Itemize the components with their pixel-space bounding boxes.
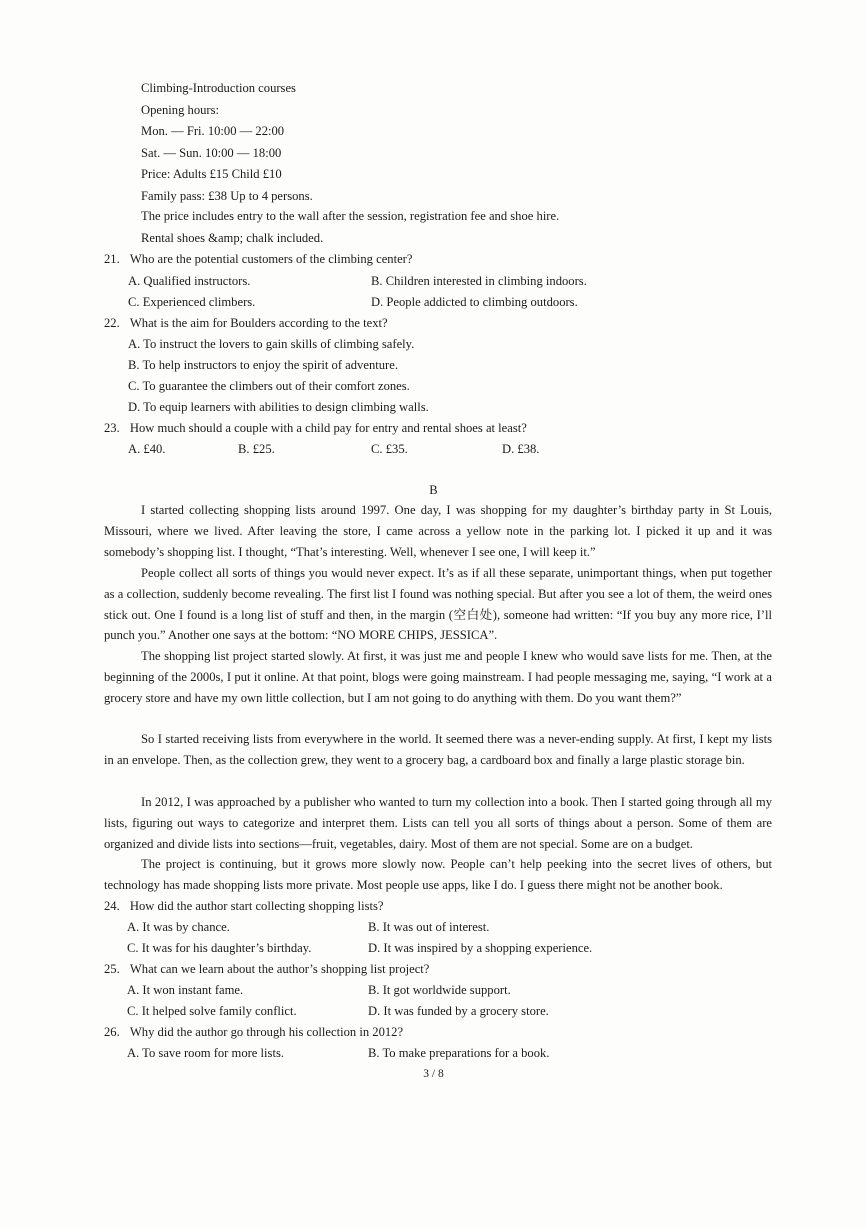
option-letter: C.: [128, 379, 140, 393]
option-letter: A.: [128, 442, 141, 456]
ad-line: Family pass: £38 Up to 4 persons.: [141, 189, 313, 203]
option-letter: D.: [368, 941, 381, 955]
option-text: To equip learners with abilities to design climbing walls.: [143, 400, 429, 414]
option-d: [368, 940, 592, 956]
option-letter: A.: [127, 920, 140, 934]
option-text: It was inspired by a shopping experience.: [383, 941, 593, 955]
option-a: [127, 1045, 284, 1061]
option-d: [128, 399, 429, 415]
passage-paragraph: The project is continuing, but it grows more slowly now. People can’t help peeking into the secret lives of others, but technology has made shopping lists more private. Most people use apps, like I do. I guess there might not be another book.: [104, 857, 772, 892]
option-text: To make preparations for a book.: [382, 1046, 550, 1060]
option-letter: D.: [368, 1004, 381, 1018]
option-text: Qualified instructors.: [143, 274, 251, 288]
question-text: Who are the potential customers of the climbing center?: [129, 252, 413, 266]
option-letter: B.: [368, 920, 380, 934]
option-text: £40.: [143, 442, 166, 456]
option-d: [371, 294, 578, 310]
option-text: To help instructors to enjoy the spirit of adventure.: [142, 358, 398, 372]
passage-paragraph: In 2012, I was approached by a publisher who wanted to turn my collection into a book. Then I started going through all my lists, figuring out ways to categorize and interpret them. Lists can tell you all sorts of things about a person. Some of them are organized and divide lists into sections—fruit, vegetables, dairy. Most of them are not special. Some are on a budget.: [104, 795, 772, 851]
option-letter: B.: [128, 358, 140, 372]
option-text: £38.: [517, 442, 540, 456]
question-stem: [104, 961, 429, 977]
option-text: It was out of interest.: [382, 920, 490, 934]
option-letter: D.: [502, 442, 515, 456]
option-a: [128, 441, 165, 457]
question-number: 24.: [104, 899, 120, 913]
ad-line: Climbing-Introduction courses: [141, 81, 296, 95]
ad-line: Rental shoes &amp; chalk included.: [141, 231, 324, 245]
option-b: [368, 1045, 549, 1061]
option-letter: A.: [128, 274, 141, 288]
question-stem: [104, 1024, 403, 1040]
question-number: 26.: [104, 1025, 120, 1039]
passage-paragraph: So I started receiving lists from everywhere in the world. It seemed there was a never-ending supply. At first, I kept my lists in an envelope. Then, as the collection grew, they went to a grocery bag, a cardboard box and finally a large plastic storage bin.: [104, 732, 772, 767]
option-c: [128, 294, 255, 310]
ad-line: Sat. — Sun. 10:00 — 18:00: [141, 146, 282, 160]
option-text: Children interested in climbing indoors.: [385, 274, 587, 288]
question-stem: [104, 315, 388, 331]
option-d: [502, 441, 539, 457]
passage-paragraph: People collect all sorts of things you would never expect. It’s as if all these separate, unimportant things, when put together as a collection, suddenly become revealing. The first list I found was nothing special. But after you see a lot of them, the weird ones stick out. One I found is a long list of stuff and then, in the margin (空白处), someone had written: “If you buy any more rice, I’ll punch you.” Another one says at the bottom: “NO MORE CHIPS, JESSICA”.: [104, 566, 772, 643]
page-number: 3 / 8: [423, 1068, 444, 1080]
option-b: [128, 357, 398, 373]
option-a: [127, 919, 230, 935]
question-text: Why did the author go through his collection in 2012?: [129, 1025, 404, 1039]
ad-line: Mon. — Fri. 10:00 — 22:00: [141, 124, 285, 138]
option-letter: A.: [128, 337, 141, 351]
option-letter: B.: [371, 274, 383, 288]
option-text: It helped solve family conflict.: [141, 1004, 297, 1018]
option-b: [368, 919, 489, 935]
option-letter: C.: [128, 295, 140, 309]
question-number: 21.: [104, 252, 120, 266]
option-text: It was funded by a grocery store.: [383, 1004, 549, 1018]
option-letter: D.: [128, 400, 141, 414]
option-b: [371, 273, 587, 289]
question-text: What can we learn about the author’s shopping list project?: [129, 962, 430, 976]
option-letter: C.: [127, 1004, 139, 1018]
option-text: £25.: [252, 442, 275, 456]
option-text: Experienced climbers.: [142, 295, 256, 309]
option-text: People addicted to climbing outdoors.: [386, 295, 578, 309]
question-stem: [104, 420, 527, 436]
option-text: £35.: [385, 442, 408, 456]
option-a: [127, 982, 243, 998]
option-letter: B.: [368, 983, 380, 997]
option-letter: B.: [238, 442, 250, 456]
ad-line: Price: Adults £15 Child £10: [141, 167, 282, 181]
option-text: To save room for more lists.: [142, 1046, 284, 1060]
option-letter: B.: [368, 1046, 380, 1060]
question-number: 25.: [104, 962, 120, 976]
ad-line: The price includes entry to the wall after the session, registration fee and shoe hire.: [141, 209, 560, 223]
question-text: How did the author start collecting shopping lists?: [129, 899, 384, 913]
option-c: [127, 940, 311, 956]
option-text: It won instant fame.: [142, 983, 244, 997]
option-b: [368, 982, 511, 998]
option-letter: A.: [127, 983, 140, 997]
option-letter: C.: [371, 442, 383, 456]
option-text: To instruct the lovers to gain skills of climbing safely.: [143, 337, 415, 351]
question-text: How much should a couple with a child pay for entry and rental shoes at least?: [129, 421, 527, 435]
option-text: To guarantee the climbers out of their comfort zones.: [142, 379, 410, 393]
question-number: 22.: [104, 316, 120, 330]
passage-paragraph: I started collecting shopping lists around 1997. One day, I was shopping for my daughter’s birthday party in St Louis, Missouri, where we lived. After leaving the store, I came across a yellow note in the parking lot. I picked it up and it was somebody’s shopping list. I thought, “That’s interesting. Well, whenever I see one, I will keep it.”: [104, 503, 772, 559]
passage-paragraph: The shopping list project started slowly. At first, it was just me and people I knew who would save lists for me. Then, at the beginning of the 2000s, I put it online. At that point, blogs were going mainstream. I had people messaging me, saying, “I work at a grocery store and have my own little collection, but I am not going to do anything with them. Do you want them?”: [104, 649, 772, 705]
question-number: 23.: [104, 421, 120, 435]
option-c: [128, 378, 410, 394]
question-text: What is the aim for Boulders according to the text?: [129, 316, 388, 330]
question-stem: [104, 251, 412, 267]
option-d: [368, 1003, 549, 1019]
option-text: It was by chance.: [142, 920, 230, 934]
option-text: It got worldwide support.: [382, 983, 511, 997]
option-letter: D.: [371, 295, 384, 309]
option-letter: A.: [127, 1046, 140, 1060]
ad-line: Opening hours:: [141, 103, 220, 117]
option-a: [128, 273, 250, 289]
option-c: [127, 1003, 297, 1019]
option-text: It was for his daughter’s birthday.: [141, 941, 312, 955]
question-stem: [104, 898, 384, 914]
option-b: [238, 441, 275, 457]
option-a: [128, 336, 414, 352]
option-letter: C.: [127, 941, 139, 955]
option-c: [371, 441, 408, 457]
section-heading: B: [429, 483, 438, 497]
